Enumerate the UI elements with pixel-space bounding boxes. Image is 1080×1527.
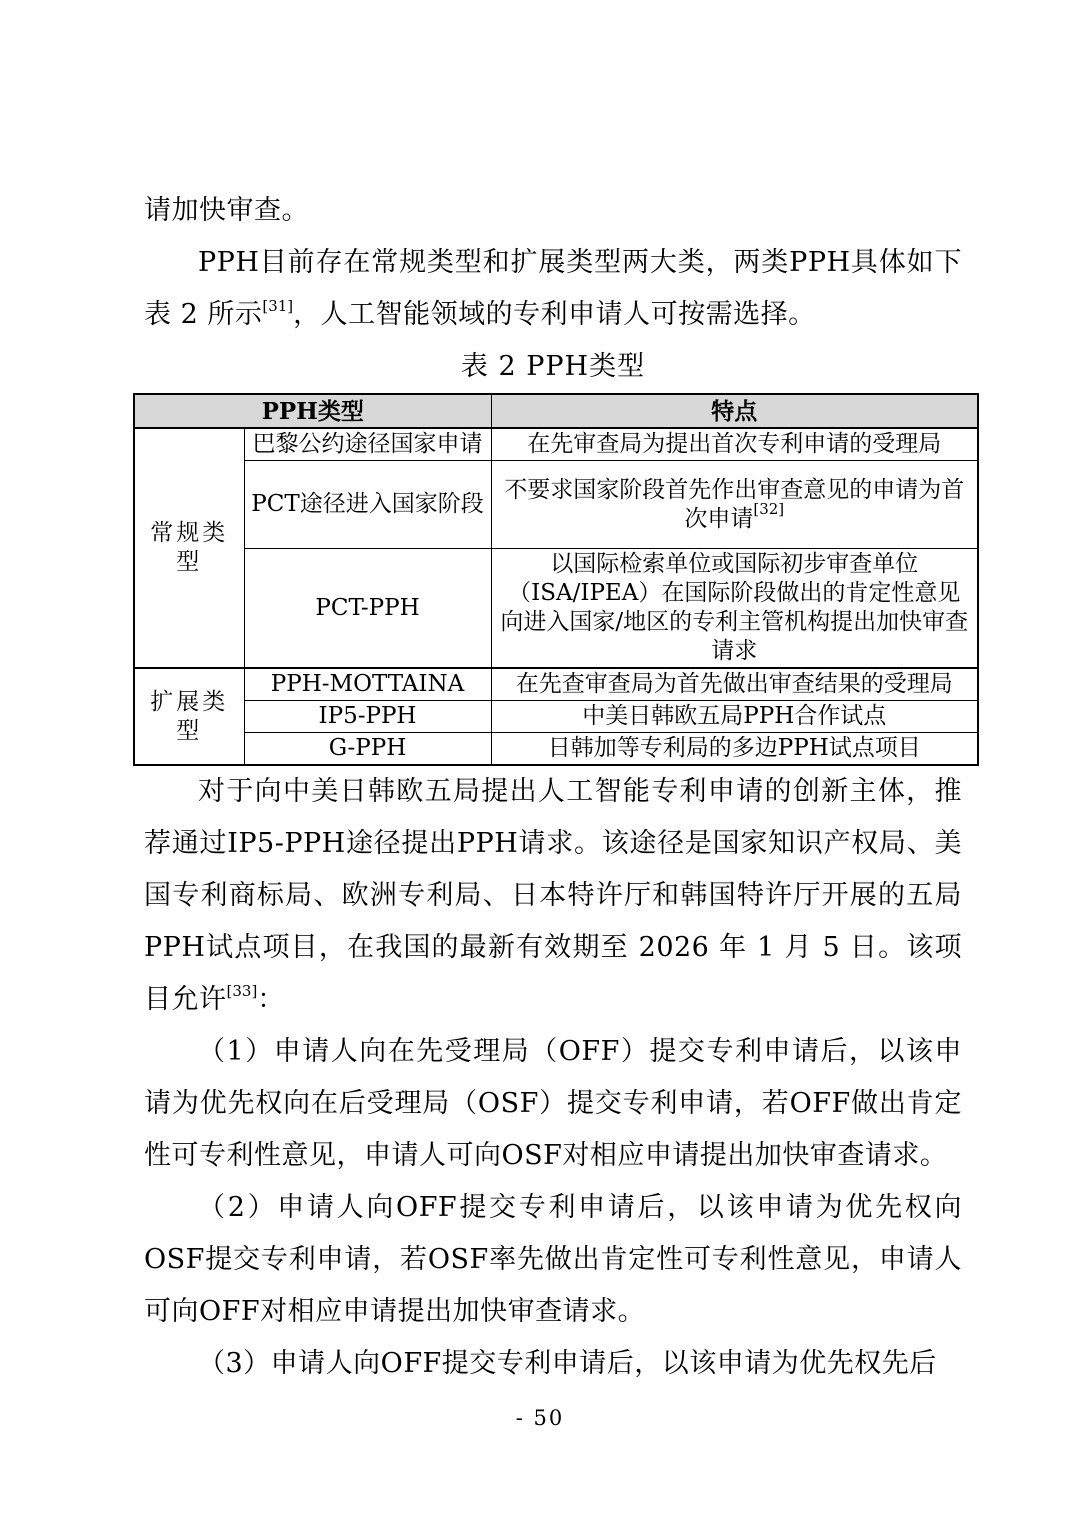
- category-cell-extended: 扩展类型: [134, 668, 244, 765]
- feature-cell-paris: 在先审查局为提出首次专利申请的受理局: [491, 428, 978, 461]
- table-header-pph-type: PPH类型: [134, 394, 491, 428]
- feature-cell-pct-national: [491, 461, 978, 549]
- paragraph-intro-text2: ，人工智能领域的专利申请人可按需选择。: [293, 299, 816, 330]
- table-header-feature: 特点: [491, 394, 978, 428]
- type-cell-pct-pph: PCT-PPH: [244, 549, 491, 669]
- table-caption: 表 2 PPH类型: [460, 351, 646, 382]
- paragraph-item-2: （2）申请人向OFF提交专利申请后，以该申请为优先权向OSF提交专利申请，若OSF率先做出肯定性可专利性意见，申请人可向OFF对相应申请提出加快审查请求。: [144, 1192, 962, 1327]
- table-row-pct-pph: [134, 549, 978, 669]
- footnote-ref-31: [31]: [262, 297, 294, 315]
- paragraph-intro-text1: PPH目前存在常规类型和扩展类型两大类，两类PPH具体如下表 2 所示: [144, 247, 962, 330]
- table-row-pct-national-phase: [134, 461, 978, 549]
- feature-cell-pct-pph: 以国际检索单位或国际初步审查单位（ISA/IPEA）在国际阶段做出的肯定性意见向进入国家/地区的专利主管机构提出加快审查请求: [491, 549, 978, 669]
- footnote-ref-33: [33]: [226, 982, 258, 1000]
- type-cell-pct-national: PCT途径进入国家阶段: [244, 461, 491, 549]
- feature-cell-g-pph: 日韩加等专利局的多边PPH试点项目: [491, 733, 978, 766]
- type-cell-paris: 巴黎公约途径国家申请: [244, 428, 491, 461]
- paragraph-item-3: （3）申请人向OFF提交专利申请后，以该申请为优先权先后: [198, 1348, 937, 1379]
- category-cell-regular: 常规类型: [134, 428, 244, 668]
- type-cell-ip5: IP5-PPH: [244, 701, 491, 733]
- paragraph-intro: [144, 237, 962, 341]
- footnote-ref-32: [32]: [753, 499, 785, 518]
- paragraph-ip5-text2: ：: [257, 984, 285, 1015]
- paragraph-continued: 请加快审查。: [144, 195, 309, 226]
- pph-types-table: [133, 393, 979, 766]
- table-header-row: [134, 394, 978, 428]
- paragraph-item-1: （1）申请人向在先受理局（OFF）提交专利申请后，以该申请为优先权向在后受理局（OSF）提交专利申请，若OFF做出肯定性可专利性意见，申请人可向OSF对相应申请提出加快审查请求。: [144, 1036, 962, 1171]
- type-cell-mottaina: PPH-MOTTAINA: [244, 668, 491, 701]
- table-row-ip5-pph: [134, 701, 978, 733]
- feature-text-pct-national: 不要求国家阶段首先作出审查意见的申请为首次申请: [504, 476, 965, 532]
- table-row-pph-mottaina: [134, 668, 978, 701]
- type-cell-g-pph: G-PPH: [244, 733, 491, 766]
- feature-cell-mottaina: 在先查审查局为首先做出审查结果的受理局: [491, 668, 978, 701]
- table-row-paris-convention: [134, 428, 978, 461]
- paragraph-ip5-recommendation: [144, 766, 962, 1026]
- paragraph-ip5-text1: 对于向中美日韩欧五局提出人工智能专利申请的创新主体，推荐通过IP5-PPH途径提出PPH请求。该途径是国家知识产权局、美国专利商标局、欧洲专利局、日本特许厅和韩国特许厅开展的五局PPH试点项目，在我国的最新有效期至 2026 年 1 月 5 日。该项目允许: [144, 776, 962, 1015]
- page-number: - 50: [515, 1406, 565, 1430]
- table-row-g-pph: [134, 733, 978, 766]
- feature-cell-ip5: 中美日韩欧五局PPH合作试点: [491, 701, 978, 733]
